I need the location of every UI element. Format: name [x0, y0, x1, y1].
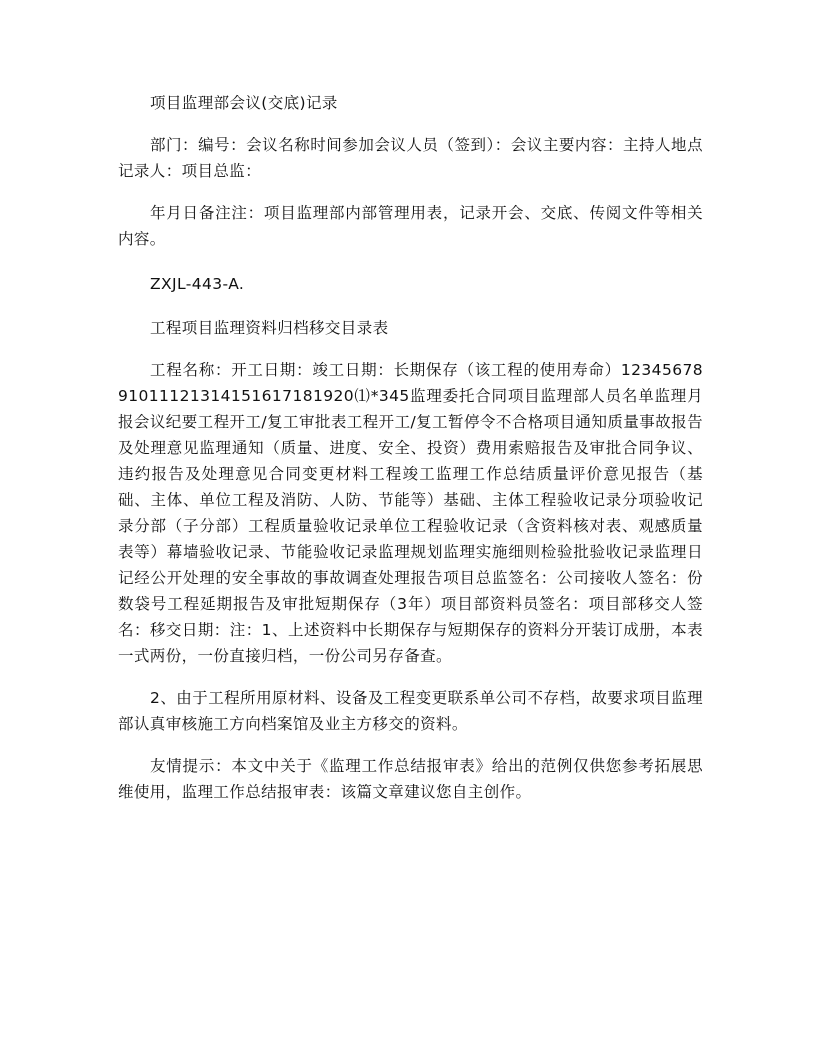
tip-paragraph: 友情提示：本文中关于《监理工作总结报审表》给出的范例仅供您参考拓展思维使用，监理工作总结报审表：该篇文章建议您自主创作。	[118, 757, 703, 801]
form-code: ZXJL-443-A.	[150, 275, 245, 293]
archive-table-title: 工程项目监理资料归档移交目录表	[150, 319, 389, 337]
note-paragraph: 2、由于工程所用原材料、设备及工程变更联系单公司不存档，故要求项目监理部认真审核施工方向档案馆及业主方移交的资料。	[118, 689, 703, 733]
record-title: 项目监理部会议(交底)记录	[150, 94, 338, 112]
document-body	[118, 90, 703, 805]
form-fields-paragraph: 部门：编号：会议名称时间参加会议人员（签到）：会议主要内容：主持人地点记录人：项目总监：	[118, 136, 703, 180]
archive-table-body: 工程名称：开工日期：竣工日期：长期保存（该工程的使用寿命）1234567891011121314151617181920⑴*345监理委托合同项目监理部人员名单监理月报会议纪要工程开工/复工审批表工程开工/复工暂停令不合格项目通知质量事故报告及处理意见监理通知（质量、进度、安全、投资）费用索赔报告及审批合同争议、违约报告及处理意见合同变更材料工程竣工监理工作总结质量评价意见报告（基础、主体、单位工程及消防、人防、节能等）基础、主体工程验收记录分项验收记录分部（子分部）工程质量验收记录单位工程验收记录（含资料核对表、观感质量表等）幕墙验收记录、节能验收记录监理规划监理实施细则检验批验收记录监理日记经公开处理的安全事故的事故调查处理报告项目总监签名：公司接收人签名：份数袋号工程延期报告及审批短期保存（3年）项目部资料员签名：项目部移交人签名：移交日期：注：1、上述资料中长期保存与短期保存的资料分开装订成册，本表一式两份，一份直接归档，一份公司另存备查。	[118, 361, 703, 665]
remarks-paragraph: 年月日备注注：项目监理部内部管理用表，记录开会、交底、传阅文件等相关内容。	[118, 204, 703, 248]
